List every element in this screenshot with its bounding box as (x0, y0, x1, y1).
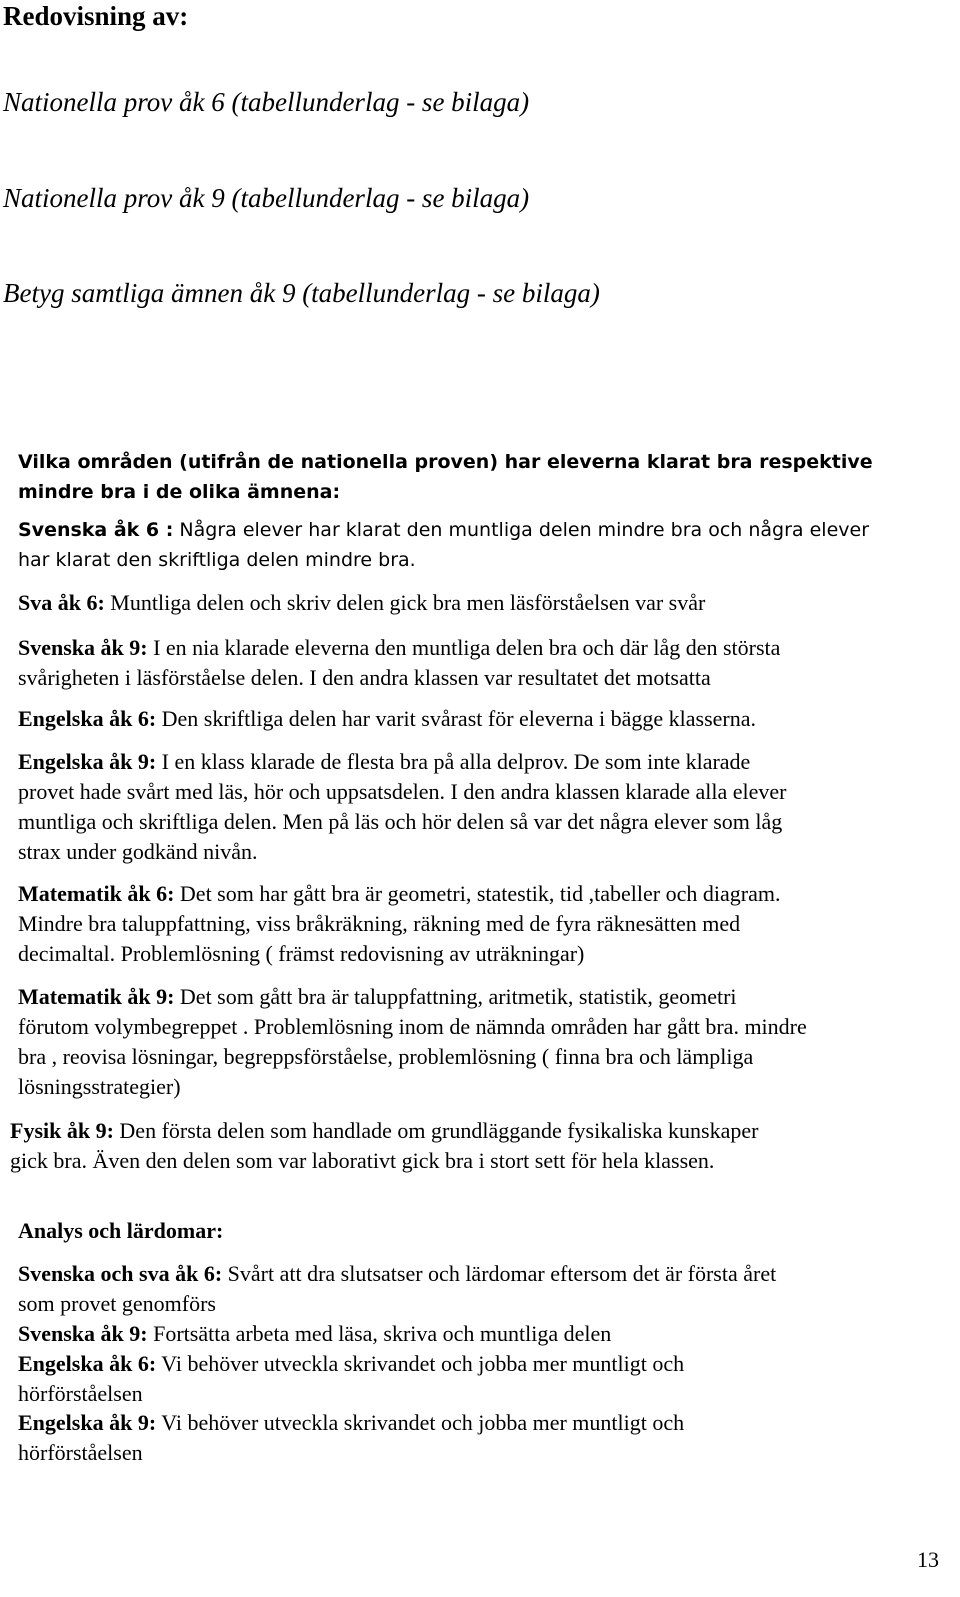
matematik9-paragraph-cont: lösningsstrategier) (18, 1074, 181, 1099)
analysis-en9-cont: hörförståelsen (18, 1440, 143, 1465)
svenska6-paragraph-cont: har klarat den skriftliga delen mindre bra. (18, 549, 416, 571)
engelska9-paragraph-cont: strax under godkänd nivån. (18, 839, 258, 864)
matematik9-text: Det som gått bra är taluppfattning, aritmetik, statistik, geometri (174, 984, 737, 1009)
engelska9-paragraph (18, 747, 750, 777)
matematik6-paragraph-cont: decimaltal. Problemlösning ( främst redovisning av uträkningar) (18, 941, 585, 966)
svenska9-label: Svenska åk 9: (18, 635, 148, 660)
svenska6-paragraph (18, 515, 869, 545)
fysik9-text: Den första delen som handlade om grundläggande fysikaliska kunskaper (113, 1118, 759, 1143)
question-line: mindre bra i de olika ämnena: (18, 481, 341, 503)
report-item-1: Nationella prov åk 6 (tabellunderlag - se bilaga) (3, 87, 530, 117)
svenska6-text: Några elever har klarat den muntliga delen mindre bra och några elever (173, 519, 870, 541)
engelska6-text: Den skriftliga delen har varit svårast för eleverna i bägge klasserna. (156, 706, 757, 731)
engelska6-paragraph (18, 704, 756, 734)
analysis-svsva6 (18, 1259, 776, 1289)
analysis-svsva6-text: Svårt att dra slutsatser och lärdomar eftersom det är första året (222, 1261, 777, 1286)
analysis-en6-label: Engelska åk 6: (18, 1351, 157, 1376)
matematik6-label: Matematik åk 6: (18, 881, 175, 906)
svenska6-label: Svenska åk 6 : (18, 519, 174, 541)
sva6-paragraph (18, 588, 705, 618)
analysis-sv9 (18, 1319, 611, 1349)
sva6-text: Muntliga delen och skriv delen gick bra men läsförståelsen var svår (104, 590, 706, 615)
svenska9-text: I en nia klarade eleverna den muntliga delen bra och där låg den största (147, 635, 781, 660)
matematik6-paragraph (18, 879, 780, 909)
engelska9-label: Engelska åk 9: (18, 749, 157, 774)
analysis-sv9-text: Fortsätta arbeta med läsa, skriva och muntliga delen (147, 1321, 612, 1346)
analysis-en9-label: Engelska åk 9: (18, 1410, 157, 1435)
matematik9-label: Matematik åk 9: (18, 984, 175, 1009)
analysis-en6 (18, 1349, 684, 1379)
matematik9-paragraph-cont: förutom volymbegreppet . Problemlösning inom de nämnda områden har gått bra. mindre (18, 1014, 807, 1039)
analysis-en9 (18, 1408, 684, 1438)
svenska9-paragraph (18, 633, 780, 663)
analysis-sv9-label: Svenska åk 9: (18, 1321, 148, 1346)
page-number: 13 (917, 1547, 939, 1572)
engelska9-text: I en klass klarade de flesta bra på alla delprov. De som inte klarade (156, 749, 751, 774)
engelska9-paragraph-cont: muntliga och skriftliga delen. Men på läs och hör delen så var det några elever som låg (18, 809, 783, 834)
fysik9-paragraph-cont: gick bra. Även den delen som var laborativt gick bra i stort sett för hela klassen. (10, 1148, 715, 1173)
analysis-svsva6-cont: som provet genomförs (18, 1291, 216, 1316)
analysis-en9-text: Vi behöver utveckla skrivandet och jobba mer muntligt och (156, 1410, 685, 1435)
sva6-label: Sva åk 6: (18, 590, 105, 615)
matematik6-paragraph-cont: Mindre bra taluppfattning, viss bråkräkning, räkning med de fyra räknesätten med (18, 911, 741, 936)
matematik6-text: Det som har gått bra är geometri, statestik, tid ,tabeller och diagram. (174, 881, 781, 906)
analysis-en6-cont: hörförståelsen (18, 1381, 143, 1406)
svenska9-paragraph-cont: svårigheten i läsförståelse delen. I den andra klassen var resultatet det motsatta (18, 665, 711, 690)
matematik9-paragraph (18, 982, 737, 1012)
engelska9-paragraph-cont: provet hade svårt med läs, hör och uppsatsdelen. I den andra klassen klarade alla elever (18, 779, 787, 804)
matematik9-paragraph-cont: bra , reovisa lösningar, begreppsförståelse, problemlösning ( finna bra och lämpliga (18, 1044, 754, 1069)
report-item-2: Nationella prov åk 9 (tabellunderlag - se bilaga) (3, 183, 530, 213)
engelska6-label: Engelska åk 6: (18, 706, 157, 731)
section-title: Redovisning av: (3, 1, 189, 31)
question-line: Vilka områden (utifrån de nationella proven) har eleverna klarat bra respektive (18, 451, 873, 473)
analysis-svsva6-label: Svenska och sva åk 6: (18, 1261, 223, 1286)
fysik9-paragraph (10, 1116, 758, 1146)
fysik9-label: Fysik åk 9: (10, 1118, 114, 1143)
analysis-heading: Analys och lärdomar: (18, 1218, 224, 1243)
analysis-en6-text: Vi behöver utveckla skrivandet och jobba mer muntligt och (156, 1351, 685, 1376)
report-item-3: Betyg samtliga ämnen åk 9 (tabellunderlag - se bilaga) (3, 278, 600, 308)
